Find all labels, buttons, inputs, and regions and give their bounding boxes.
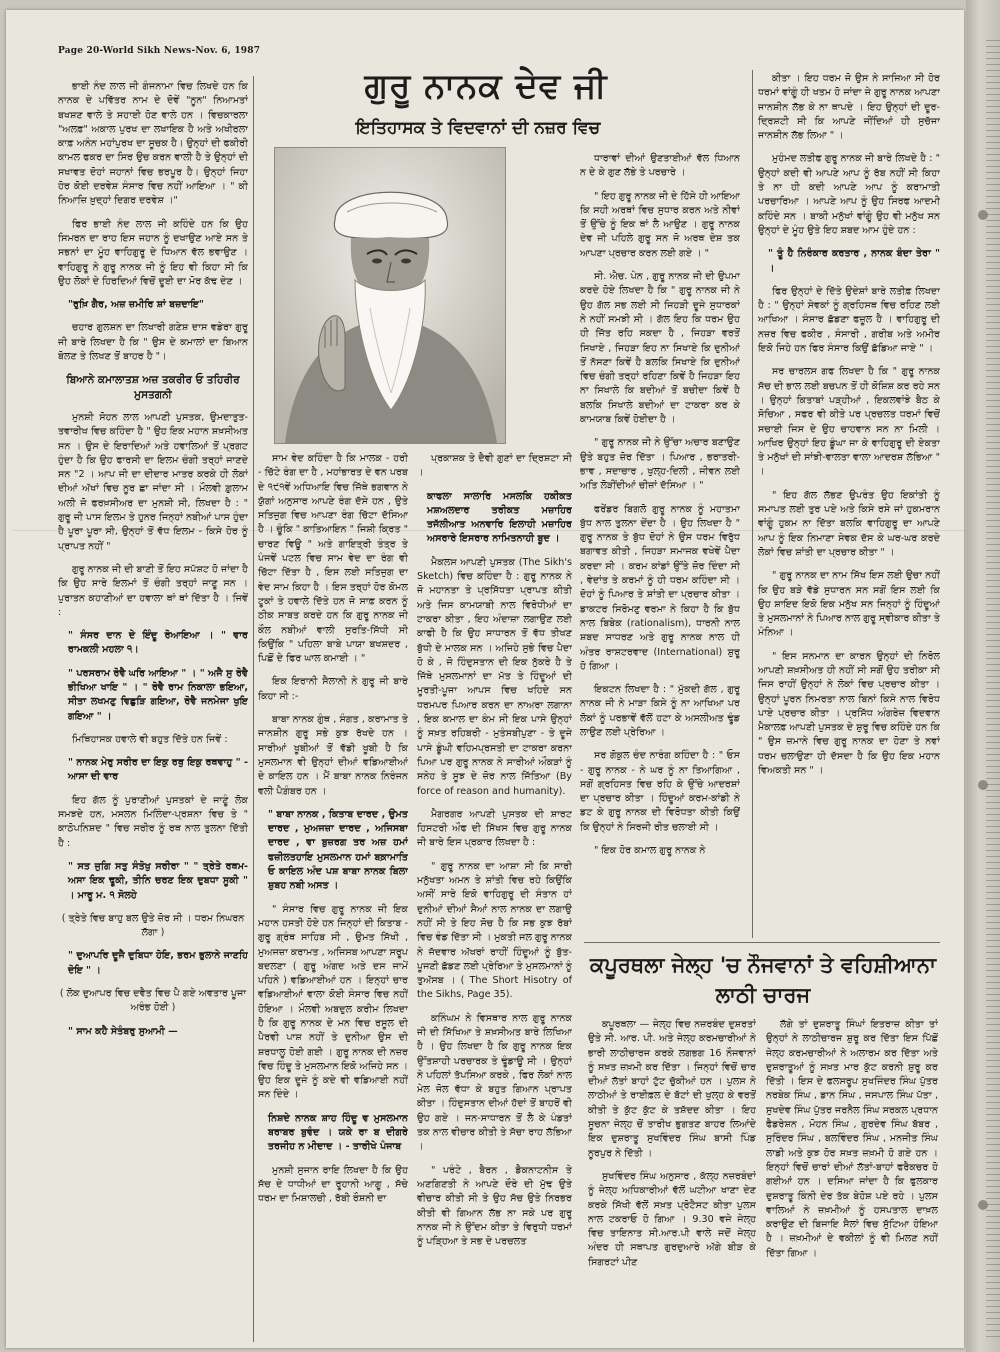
paragraph: ਚਹਾਰ ਗੁਲਸ਼ਨ ਦਾ ਲਿਖਾਰੀ ਗਣੇਸ਼ ਦਾਸ ਵਡੇਰਾ ਗੁਰੂ ਜੀ ਬਾਰੇ ਲਿਖਦਾ ਹੈ ਕਿ " ਉਸ ਦੇ ਕਮਾਲਾਂ ਦਾ ਬਿਆਨ ਬੋਲਣ ਤੇ ਲਿਖਣ ਤੋਂ ਬਾਹਰ ਹੈ "।	[58, 322, 248, 363]
section-rule	[584, 942, 940, 943]
news-column-1	[588, 1018, 756, 1343]
paragraph: " ਇਹ ਗੁਰੂ ਨਾਨਕ ਜੀ ਦੇ ਹਿੱਸੇ ਹੀ ਆਇਆ ਕਿ ਸਹੀ ਅਰਥਾਂ ਵਿਚ ਸੁਧਾਰ ਕਰਨ ਅਤੇ ਨੀਵਾਂ ਤੋਂ ਉੱਚੇ ਨੂੰ ਇਕ ਥਾਂ ਲੈ ਆਉਣ । ਗੁਰੂ ਨਾਨਕ ਦੇਵ ਜੀ ਪਹਿਲੇ ਗੁਰੂ ਸਨ ਜੋ ਅਰਥ ਦੇਸ਼ ਤਕ ਆਪਣਾ ਪ੍ਰਚਾਰ ਕਰਨ ਲਈ ਗਏ । "	[580, 190, 740, 259]
paragraph: ਸਰ ਚਾਰਲਸ ਗਫ ਲਿਖਦਾ ਹੈ ਕਿ " ਗੁਰੂ ਨਾਨਕ ਸੱਚ ਦੀ ਭਾਲ ਲਈ ਬਚਪਨ ਤੋਂ ਹੀ ਕੋਸ਼ਿਸ਼ ਕਰ ਰਹੇ ਸਨ । ਉਨ੍ਹਾਂ ਕਿਤਾਬਾਂ ਪੜ੍ਹੀਆਂ , ਇਕਲਵਾਂਝੇ ਬੈਠ ਕੇ ਸੋਚਿਆ , ਸਫਰ ਵੀ ਕੀਤੇ ਪਰ ਪ੍ਰਚਲਤ ਧਰਮਾਂ ਵਿਚੋਂ ਸਚਾਈ ਜਿਸ ਦੇ ਉਹ ਚਾਹਵਾਨ ਸਨ ਨਾ ਮਿਲੀ । ਆਖਿਰ ਉਨ੍ਹਾਂ ਇਹ ਡੂੰਘਾ ਜਾ ਕੇ ਵਾਹਿਗੁਰੂ ਦੀ ਏਕਤਾ ਤੇ ਮਨੁੱਖਾਂ ਦੀ ਸਾਂਝੀ-ਵਾਲਤਾ ਵਾਲਾ ਆਦਰਸ਼ ਲੱਭਿਆ " ।	[758, 366, 940, 478]
column-rule	[752, 70, 753, 938]
quotation: " ਬਾਬਾ ਨਾਨਕ , ਕਿਤਾਬ ਦਾਰਦ , ਉਮਤ ਦਾਰਦ , ਮੁਅਜਜ਼ਾ ਦਾਰਦ , ਅਜਿਸਬਾ ਦਾਰਦ , ਵਾ ਬੁਜ਼ਰਗ ਤਰ ਅਜ਼ ਹਮਾਂ ਫਜ਼ੀਲਤਹਾਇ ਮੁਸਲਮਾਨ ਹਮਾਂ ਬਕ਼ਾਮਾਤਿ ਓ ਕਾਇਲ ਅੰਦ ਪਸ਼ ਬਾਬਾ ਨਾਨਕ ਬਿਲਾ ਸ਼ੁਬਹ ਨਬੀ ਅਸਤ ।	[268, 808, 408, 892]
paragraph: ਕਨਿੰਘਮ ਨੇ ਵਿਸਥਾਰ ਨਾਲ ਗੁਰੂ ਨਾਨਕ ਜੀ ਦੀ ਸਿੱਖਿਆ ਤੇ ਸ਼ਖ਼ਸੀਅਤ ਬਾਰੇ ਲਿਖਿਆ ਹੈ । ਉਹ ਲਿਖਦਾ ਹੈ ਕਿ ਗੁਰੂ ਨਾਨਕ ਇਕ ਉੱਤਸ਼ਾਹੀ ਪਰਚਾਰਕ ਤੇ ਢੂੰਡਾਊ ਸੀ । ਉਨ੍ਹਾਂ ਨੇ ਪਹਿਲਾਂ ਤੱਪਸਿਆ ਕਰਕੇ , ਫਿਰ ਲੋਕਾਂ ਨਾਲ ਮੇਲ ਜੋਲ ਵੱਧਾ ਕੇ ਬਹੁਤ ਗਿਆਨ ਪ੍ਰਾਪਤ ਕੀਤਾ । ਹਿੰਦੁਸਤਾਨ ਦੀਆਂ ਹੱਦਾਂ ਤੋਂ ਬਾਹਰੋਂ ਵੀ ਉਹ ਗਏ । ਜਨ-ਸਾਧਾਰਨ ਤੋਂ ਲੈ ਕੇ ਪੰਡਤਾਂ ਤਕ ਨਾਲ ਵੀਚਾਰ ਕੀਤੀ ਤੇ ਸੱਚਾ ਰਾਹ ਲੱਭਿਆ ।	[417, 1012, 572, 1153]
paragraph: ਇਕ ਇਰਾਨੀ ਸੈਲਾਨੀ ਨੇ ਗੁਰੂ ਜੀ ਬਾਰੇ ਕਿਹਾ ਸੀ :-	[258, 676, 408, 702]
paragraph: ਮੈਗਰਗਰ ਆਪਣੀ ਪੁਸਤਕ ਦੀ ਸ਼ਾਰਟ ਹਿਸਟਰੀ ਔਫ ਦੀ ਸਿੱਖਸ ਵਿਚ ਗੁਰੂ ਨਾਨਕ ਜੀ ਬਾਰੇ ਇਸ ਪ੍ਰਕਾਰ ਲਿਖਦਾ ਹੈ :	[417, 808, 572, 849]
article-column-3	[417, 452, 572, 1342]
paragraph: " ਗੁਰੂ ਨਾਨਕ ਦਾ ਆਸ਼ਾ ਸੀ ਕਿ ਸਾਰੀ ਮਨੁੱਖਤਾ ਅਮਨ ਤੇ ਸ਼ਾਂਤੀ ਵਿਚ ਰਹੇ ਕਿਉਂਕਿ ਅਸੀਂ ਸਾਰੇ ਇਕੋ ਵਾਹਿਗੁਰੂ ਦੀ ਸੰਤਾਨ ਹਾਂ ਦੁਨੀਆਂ ਦੀਆਂ ਸੈਆਂ ਨਾਲ ਨਾਨਕ ਦਾ ਲਗਾਉ ਨਹੀਂ ਸੀ ਤੇ ਇਹ ਸੋਚ ਹੈ ਕਿ ਸਭ ਕੁਝ ਰੱਬਾਂ ਵਿਚ ਵੰਡ ਦਿੱਤਾ ਸੀ । ਮੁਕਤੀ ਜਲ ਗੁਰੂ ਨਾਨਕ ਨੇ ਜੱਦਵਾਰ ਅੱਖਰਾਂ ਰਾਹੀਂ ਹਿੰਦੂਆਂ ਨੂੰ ਬੁੱਤ-ਪੂਜਣੀ ਛੱਡਣ ਲਈ ਪ੍ਰੇਰਿਆ ਤੇ ਮੁਸਲਮਾਨਾਂ ਨੂੰ ਤੁਅੱਸਬ । ( The Short Hisotry of the Sikhs, Page 35).	[417, 860, 572, 1001]
quotation: " ਦੁਆਪਰਿ ਦੂਜੈ ਦੁਬਿਧਾ ਹੋਇ, ਭਰਮ ਭੁਲਾਨੇ ਜਾਣਹਿ ਦੋਇ " ।	[68, 950, 248, 976]
guru-nanak-portrait	[274, 147, 506, 444]
paragraph: ( ਤ੍ਰੇਤੇ ਵਿਚ ਬਾਹੁ ਬਲ ਉਤੇ ਜ਼ੋਰ ਸੀ । ਧਰਮ ਨਿਘਰਨ ਲੱਗਾ )	[61, 912, 245, 939]
paragraph: ਇਕਟਨ ਲਿਖਦਾ ਹੈ : " ਮੁੱਕਦੀ ਗੱਲ , ਗੁਰੂ ਨਾਨਕ ਜੀ ਨੇ ਮਾੜਾ ਕਿਸੇ ਨੂੰ ਨਾ ਆਖਿਆ ਪਰ ਲੋਕਾਂ ਨੂੰ ਪਰਭਾਵੇਂ ਵੱਲੋਂ ਹਟਾ ਕੇ ਅਸਲੀਅਤ ਢੂੰਡ ਲਾਉਣ ਲਈ ਪ੍ਰੇਰਿਆ ।	[580, 684, 740, 738]
paragraph: ( ਲੋਕ ਦੁਆਪਰ ਵਿਚ ਦਵੈਤ ਵਿਚ ਪੈ ਗਏ ਅਵਤਾਰ ਪੂਜਾ ਅਰੰਭ ਹੋਈ )	[59, 988, 247, 1014]
second-headline: ਕਪੂਰਥਲਾ ਜੇਲ੍ਹ 'ਚ ਨੌਜਵਾਨਾਂ ਤੇ ਵਹਿਸ਼ੀਆਨਾ ਲਾਠੀ ਚਾਰਜ	[590, 953, 936, 1007]
paragraph: " ਪਰੰਟੇ , ਬੈਰਨ , ਡੈਕਨਾਟਨੀਸ ਤੇ ਅਣਗਿਣਤੀ ਨੇ ਆਪਣੇ ਦੌਰੇ ਦੀ ਮੁੱਢ ਉਤੇ ਵੀਚਾਰ ਕੀਤੀ ਸੀ ਤੇ ਉਹ ਸੱਚ ਉਤੇ ਨਿਰਭਰ ਕੀਤੀ ਵੀ ਗਿਆਨ ਲੱਭ ਨਾ ਸਕੇ ਪਰ ਗੁਰੂ ਨਾਨਕ ਜੀ ਨੇ ਉੱਦਮ ਕੀਤਾ ਤੇ ਵਿਰੁਧੀ ਧਰਮਾਂ ਨੂੰ ਪੜ੍ਹਿਆ ਤੇ ਸਭ ਦੇ ਪਰਚਲਤ	[417, 1164, 572, 1248]
paragraph: " ਇਸ ਸਨਮਾਨ ਦਾ ਕਾਰਨ ਉਨ੍ਹਾਂ ਦੀ ਨਿਰੋਲ ਆਪਣੀ ਸ਼ਖ਼ਸੀਅਤ ਹੀ ਨਹੀਂ ਸੀ ਸਗੋਂ ਉਹ ਤਰੀਕਾ ਸੀ ਜਿਸ ਰਾਹੀਂ ਉਨ੍ਹਾਂ ਨੇ ਲੋਕਾਂ ਵਿਚ ਪ੍ਰਚਾਰ ਕੀਤਾ । ਉਨ੍ਹਾਂ ਪੂਰਨ ਨਿਮਰਤਾ ਨਾਲ ਬਿਨਾਂ ਕਿਸੇ ਨਾਲ ਵਿਰੋਧ ਪਾਏ ਪ੍ਰਚਾਰ ਕੀਤਾ । ਪ੍ਰਸਿੱਧ ਅੰਗਰੇਜ਼ ਵਿਦਵਾਨ ਮੈਕਾਲਫ਼ ਆਪਣੀ ਪੁਸਤਕ ਦੇ ਸ਼ੁਰੂ ਵਿਚ ਕਹਿੰਦੇ ਹਨ ਕਿ " ਉਸ ਜ਼ਮਾਨੇ ਵਿਚ ਗੁਰੂ ਨਾਨਕ ਦਾ ਹੋਣਾ ਤੇ ਨਵਾਂ ਧਰਮ ਚਲਾਉਣਾ ਹੀ ਦੱਸਦਾ ਹੈ ਕਿ ਉਹ ਇਕ ਮਹਾਨ ਵਿਅਕਤੀ ਸਨ " ।	[758, 650, 940, 777]
paragraph: ਸਰ ਗੋਕੁਲ ਚੰਦ ਨਾਰੰਗ ਕਹਿੰਦਾ ਹੈ : " ਓਸ - ਗੁਰੂ ਨਾਨਕ - ਨੇ ਘਰ ਨੂੰ ਨਾ ਤਿਆਗਿਆ , ਸਗੋਂ ਗ੍ਰਹਿਸਤ ਵਿਚ ਰਹਿ ਕੇ ਉੱਚੇ ਆਦਰਸ਼ਾਂ ਦਾ ਪ੍ਰਚਾਰ ਕੀਤਾ । ਹਿੰਦੂਆਂ ਕਰਮ-ਕਾਂਡੀ ਨੇ ਡਟ ਕੇ ਗੁਰੂ ਨਾਨਕ ਦੀ ਵਿਰੋਧਤਾ ਕੀਤੀ ਕਿਉਂ ਕਿ ਉਨ੍ਹਾਂ ਨੇ ਸਿਰਜੀ ਰੀਤ ਚਲਾਈ ਸੀ ।	[580, 750, 740, 833]
paragraph: ਮੈਕਲਸ ਆਪਣੀ ਪੁਸਤਕ (The Sikh's Sketch) ਵਿਚ ਕਹਿੰਦਾ ਹੈ : ਗੁਰੂ ਨਾਨਕ ਨੇ ਜੋ ਮਹਾਨਤਾ ਤੇ ਪ੍ਰਸਿੱਧਤਾ ਪ੍ਰਾਪਤ ਕੀਤੀ ਅਤੇ ਜਿਸ ਕਾਮਯਾਬੀ ਨਾਲ ਵਿਰੋਧੀਆਂ ਦਾ ਟਾਕਰਾ ਕੀਤਾ , ਇਹ ਅੰਦਾਜ਼ਾ ਲਗਾਉਣ ਲਈ ਕਾਫੀ ਹੈ ਕਿ ਉਹ ਸਾਧਾਰਨ ਤੋਂ ਵੱਧ ਤੀਖਣ ਬੁੱਧੀ ਦੇ ਮਾਲਕ ਸਨ । ਅਜਿਹੇ ਸੁਭੇ ਵਿਚ ਪੈਦਾ ਹੋ ਕੇ , ਜੋ ਹਿੰਦੁਸਤਾਨ ਦੀ ਇਕ ਨੁੱਕਰੇ ਹੈ ਤੇ ਜਿੱਥੇ ਮੁਸਲਮਾਨਾਂ ਦਾ ਮੱਤ ਤੇ ਹਿੰਦੂਆਂ ਦੀ ਮੂਰਤੀ-ਪੂਜਾ ਆਪਸ ਵਿਚ ਖਹਿਦੇ ਸਨ ਧਰਮਪਰ ਪਿਆਰ ਕਰਨ ਦਾ ਨਾਅਰਾ ਲਗਾਨਾ , ਇਕ ਕਮਾਲ ਦਾ ਕੰਮ ਸੀ ਇਕ ਪਾਸੇ ਉਨ੍ਹਾਂ ਨੂੰ ਸਖ਼ਤ ਰਹਿਬਰੀ - ਮੁਤੰਸਬੀਪੁਣਾ - ਤੇ ਦੂਜੇ ਪਾਸੇ ਡੂੰਘੀ ਵਹਿਮਪ੍ਰਸਤੀ ਦਾ ਟਾਕਰਾ ਕਰਨਾ ਪਿਆ ਪਰ ਗੁਰੂ ਨਾਨਕ ਨੇ ਸਾਰੀਆਂ ਔਕੜਾਂ ਨੂੰ ਸਨੇਹ ਤੇ ਸੂਝ ਦੇ ਜ਼ੋਰ ਨਾਲ ਜਿੱਤਿਆ (By force of reason and humanity).	[417, 556, 572, 797]
quotation: "ਰੁਖ਼ਿ ਗੈਰ, ਅਜ਼ ਜ਼ਮੀਰਿ ਸ਼ਾਂ ਬਜ਼ਦਾਇ"	[68, 299, 204, 311]
paragraph: ਇਹ ਗੱਲ ਨੂੰ ਪੁਰਾਣੀਆਂ ਪੁਸਤਕਾਂ ਦੇ ਜਾਣੂੰ ਲੋਕ ਸਮਝਦੇ ਹਨ, ਮਸਲਨ ਮਿਲਿੰਦਾ-ਪ੍ਰਸ਼ਨਾ ਵਿਚ ਤੇ " ਕਾਠੋਪਨਿਸ਼ਦ " ਵਿਚ ਸਰੀਰ ਨੂੰ ਰਥ ਨਾਲ ਤੁਲਨਾ ਦਿੱਤੀ ਹੈ :	[58, 794, 248, 849]
inline-heading: ਬਿਆਨੇ ਕਮਾਲਾਤਸ਼ ਅਜ਼ ਤਕਰੀਰ ਓ ਤਹਿਰੀਰ ਮੁਸਤਗਨੀ	[66, 374, 240, 401]
quotation: " ਸਾਮ ਕਹੈ ਸੇਤੰਬਰੁ ਸੁਆਮੀ —	[68, 1025, 178, 1037]
paragraph: ਬਾਬਾ ਨਾਨਕ ਗੁੰਥ , ਸੰਗਤ , ਕਰਾਮਾਤ ਤੇ ਜਾਨਸ਼ੀਨ ਗੁਰੂ ਸਭੇ ਕੁਝ ਰੱਖਦੇ ਹਨ । ਸਾਰੀਆਂ ਖੂਬੀਆਂ ਤੋਂ ਵੱਡੀ ਖੂਬੀ ਹੈ ਕਿ ਮੁਸਲਮਾਨ ਵੀ ਉਨ੍ਹਾਂ ਦੀਆਂ ਵਡਿਆਈਆਂ ਦੇ ਕਾਇਲ ਹਨ । ਮੈਂ ਬਾਬਾ ਨਾਨਕ ਨਿਰੰਜਨ ਵਲੀ ਪੈਗ਼ੰਬਰ ਹਨ ।	[258, 714, 408, 797]
article-column-1	[58, 80, 248, 1342]
paragraph: ਮਿਥਿਹਾਸਕ ਹਵਾਲੇ ਵੀ ਬਹੁਤ ਦਿੱਤੇ ਹਨ ਜਿਵੇਂ :	[72, 733, 228, 745]
paragraph: ਭਾਈ ਨੰਦ ਲਾਲ ਜੀ ਗੰਜਨਾਮਾ ਵਿਚ ਲਿਖਦੇ ਹਨ ਕਿ ਨਾਨਕ ਦੇ ਪਵਿੱਤਰ ਨਾਮ ਦੇ ਦੋਵੇਂ "ਨੂਨ" ਨਿਆਮਤਾਂ ਬਖਸ਼ਣ ਵਾਲੇ ਤੇ ਸਹਾਈ ਹੋਣ ਵਾਲੇ ਹਨ । ਵਿਚਕਾਰਲਾ "ਅਲਫ਼" ਅਕਾਲ ਪੁਰਖ ਦਾ ਲਖਾਇਕ ਹੈ ਅਤੇ ਅਖੀਰਲਾ ਕਾਫ਼ ਅਨੰਨ ਮਹਾਂਪੁਰਖ ਦਾ ਸੂਚਕ ਹੈ। ਉਨ੍ਹਾਂ ਦੀ ਫਕੀਰੀ ਕਾਮਲ ਫਕਰ ਦਾ ਸਿਰ ਉਚ ਕਰਨ ਵਾਲੀ ਹੈ ਤੇ ਉਨ੍ਹਾਂ ਦੀ ਸਖਾਵਤ ਦੋਹਾਂ ਜਹਾਨਾਂ ਵਿਚ ਭਰਪੂਰ ਹੈ। ਉਨ੍ਹਾਂ ਜਿਹਾ ਹੋਰ ਕੋਈ ਦਰਵੇਸ਼ ਸੰਸਾਰ ਵਿਚ ਨਹੀਂ ਆਇਆ । " ਕੀ ਨਿਆਜ਼ਿ ਖ਼ੁਦ੍ਹਾਂ ਦਿਗਰ ਦਰਵੇਸ਼ ।"	[58, 81, 248, 207]
paragraph: ਮੁਹੰਮਦ ਲਤੀਫ ਗੁਰੂ ਨਾਨਕ ਜੀ ਬਾਰੇ ਲਿਖਦੇ ਹੈ : " ਉਨ੍ਹਾਂ ਕਦੀ ਵੀ ਆਪਣੇ ਆਪ ਨੂੰ ਰੱਬ ਨਹੀਂ ਸੀ ਕਿਹਾ ਤੇ ਨਾ ਹੀ ਕਦੀ ਆਪਣੇ ਆਪ ਨੂੰ ਕਰਾਮਾਤੀ ਪਰਚਾਰਿਆ । ਆਪਣੇ ਆਪ ਨੂੰ ਉਹ ਸਿਰਫ ਆਦਮੀ ਕਹਿੰਦੇ ਸਨ । ਬਾਕੀ ਮਨੁੱਖਾਂ ਵਾਂਗੂੰ ਉਹ ਵੀ ਮਨੁੱਖ ਸਨ ਉਨ੍ਹਾਂ ਦੇ ਮੂੰਹ ਉਤੇ ਇਹ ਸ਼ਬਦ ਆਮ ਹੁੰਦੇ ਹਨ :	[758, 153, 940, 236]
paragraph: " ਇਹ ਗੱਲ ਲੱਭਣ ਉਪਰੰਤ ਉਹ ਇਕਾਂਤੀ ਨੂੰ ਸਮਾਪਤ ਲਈ ਤੁਰ ਪਏ ਅਤੇ ਕਿਸੇ ਰਸੇ ਜਾਂ ਹੁਕਮਰਾਨ ਵਾਂਗੂੰ ਹੁਕਮ ਨਾ ਦਿੱਤਾ ਬਲਕਿ ਵਾਹਿਗੁਰੂ ਦਾ ਆਪਣੇ ਆਪ ਨੂੰ ਇਕ ਨਿਮਾਣਾ ਸੇਵਕ ਦੱਸ ਕੇ ਘਰ-ਘਰ ਕਰਦੇ ਲੋਕਾਂ ਵਿਚ ਸ਼ਾਂਤੀ ਦਾ ਪ੍ਰਚਾਰ ਕੀਤਾ " ।	[758, 489, 940, 558]
quotation: " ਨਾਨਕ ਮੇਰੁ ਸਰੀਰ ਦਾ ਇਕੁ ਰਥੁ ਇਕੁ ਰਥਵਾਹੁ " - ਆਸਾ ਦੀ ਵਾਰ	[68, 757, 248, 783]
newspaper-page	[6, 10, 964, 1348]
paragraph: ਸੀ. ਐਚ. ਪੇਨ , ਗੁਰੂ ਨਾਨਕ ਜੀ ਦੀ ਉਪਮਾ ਕਰਦੇ ਹੋਏ ਲਿਖਦਾ ਹੈ ਕਿ " ਗੁਰੂ ਨਾਨਕ ਜੀ ਨੇ ਉਹ ਗੱਲ ਸਭ ਲਈ ਸੀ ਜਿਹੜੀ ਦੂਜੇ ਸੁਧਾਰਕਾਂ ਨੇ ਨਹੀਂ ਸਮਝੀ ਸੀ । ਗੱਲ ਇਹ ਕਿ ਧਰਮ ਉਹ ਹੀ ਜਿੱਤ ਰਹਿ ਸਕਦਾ ਹੈ , ਜਿਹੜਾ ਵਰਤੋਂ ਸਿਖਾਏ , ਜਿਹੜਾ ਇਹ ਨਾ ਸਿਖਾਏ ਕਿ ਦੁਨੀਆਂ ਤੋਂ ਨੱਸਣਾ ਕਿਵੇਂ ਹੈ ਬਲਕਿ ਸਿਖਾਏ ਕਿ ਦੁਨੀਆਂ ਵਿਚ ਚੰਗੀ ਤਰ੍ਹਾਂ ਰਹਿਣਾ ਕਿਵੇਂ ਹੈ ਜਿਹੜਾ ਇਹ ਨਾ ਸਿਖਾਲੇ ਕਿ ਬਦੀਆਂ ਤੋਂ ਬਚੀਦਾ ਕਿਵੇਂ ਹੈ ਬਲਕਿ ਸਿਖਾਲੇ ਬਦੀਆਂ ਦਾ ਟਾਕਰਾ ਕਰ ਕੇ ਕਾਮਯਾਬ ਕਿਵੇਂ ਹੋਈਦਾ ਹੈ ।	[580, 271, 740, 426]
paragraph: ਗੁਰੂ ਨਾਨਕ ਜੀ ਦੀ ਬਾਣੀ ਤੋਂ ਇਹ ਸਪੱਸ਼ਟ ਹੋ ਜਾਂਦਾ ਹੈ ਕਿ ਉਹ ਸਾਰੇ ਇਲਮਾਂ ਤੋਂ ਚੰਗੀ ਤਰ੍ਹਾਂ ਜਾਣੂ ਸਨ । ਪੁਰਾਤਨ ਕਹਾਣੀਆਂ ਦਾ ਹਵਾਲਾ ਥਾਂ ਥਾਂ ਦਿੱਤਾ ਹੈ । ਜਿਵੇਂ :	[58, 563, 248, 618]
portrait-illustration	[275, 148, 505, 443]
paragraph: " ਗੁਰੂ ਨਾਨਕ ਜੀ ਨੇ ਉੱਚਾ ਅਚਾਰ ਬਣਾਉਣ ਉਤੇ ਬਹੁਤ ਜ਼ੋਰ ਦਿੱਤਾ । ਪਿਆਰ , ਭਰਾਤਰੀ-ਭਾਵ , ਸਦਾਚਾਰ , ਖੁਲ੍ਹ-ਦਿਲੀ , ਜੀਵਨ ਲਈ ਅਤਿ ਲੋੜੀਂਦੀਆਂ ਚੀਜ਼ਾਂ ਦੱਸਿਆ । "	[580, 437, 740, 492]
paragraph: " ਸੰਸਾਰ ਵਿਚ ਗੁਰੂ ਨਾਨਕ ਜੀ ਇਕ ਮਹਾਨ ਹਸਤੀ ਹੋਏ ਹਨ ਜਿਨ੍ਹਾਂ ਦੀ ਕਿਤਾਬ - ਗੁਰੂ ਗ੍ਰੰਥ ਸਾਹਿਬ ਸੀ , ਉਮਤ ਸਿੱਖੀ , ਮੁਅਜਜ਼ਾ ਕਰਾਮਤ , ਅਜਿਸਬ ਆਪਣਾ ਸਰੂਪ ਬਦਲਣਾ ( ਗੁਰੂ ਅੰਗਦ ਅਤੇ ਦਸ ਜਾਮੇਂ ਪਹਿਨੇ ) ਵਡਿਆਈਆਂ ਹਨ । ਇਨ੍ਹਾਂ ਚਾਰ ਵਡਿਆਈਆਂ ਵਾਲਾ ਕੋਈ ਸੰਸਾਰ ਵਿਚ ਨਹੀਂ ਹੋਇਆ । ਮੌਲਵੀ ਅਬਦੁਲ ਕਰੀਮ ਲਿਖਦਾ ਹੈ ਕਿ ਗੁਰੂ ਨਾਨਕ ਦੇ ਮਨ ਵਿਚ ਰਸੂਲ ਦੀ ਪੈਰਵੀ ਪਾਸ਼ ਨਹੀਂ ਤੇ ਦੁਨੀਆ ਉਸ ਦੀ ਸ਼ਰਧਾਲੂ ਹੋਈ ਗਈ । ਗੁਰੂ ਨਾਨਕ ਦੀ ਨਜ਼ਰ ਵਿਚ ਹਿੰਦੂ ਤੇ ਮੁਸਲਮਾਨ ਇਕੋ ਅਜਿਹੇ ਸਨ । ਉਹ ਇਕ ਦੂਜੇ ਨੂੰ ਕਦੇ ਵੀ ਵਡਿਆਈ ਨਹੀਂ ਸਨ ਦਿੰਦੇ ।	[258, 903, 408, 1101]
quotation: ਨਿਸ਼ਦੇ ਨਾਨਕ ਸ਼ਾਹ ਹਿੰਦੂ ਵ ਮੁਸਲਮਾਨ ਬਰਾਬਰ ਬੁਵੰਦ । ਯਕੇ ਰਾ ਬ ਦੀਗਰੇ ਤਰਜੀਹ ਨ ਮੀਦਾਦ । - ਤਾਰੀਖੇ ਪੰਜਾਬ	[268, 1112, 408, 1153]
column-rule	[253, 76, 254, 1342]
paragraph: ਫਿਰ ਉਨ੍ਹਾਂ ਦੇ ਦਿੱਤੇ ਉਦੇਸ਼ਾਂ ਬਾਰੇ ਲਤੀਫ਼ ਲਿਖਦਾ ਹੈ : " ਉਨ੍ਹਾਂ ਸੇਵਕਾਂ ਨੂੰ ਗ੍ਰਹਿਸਥ ਵਿਚ ਰਹਿਣ ਲਈ ਆਖਿਆ । ਸੰਸਾਰ ਛੱਡਣਾ ਫਜ਼ੂਲ ਹੈ । ਵਾਹਿਗੁਰੂ ਦੀ ਨਜ਼ਰ ਵਿਚ ਫਕੀਰ , ਸੰਸਾਰੀ , ਗਰੀਬ ਅਤੇ ਅਮੀਰ ਇਕੋ ਜਿਹੇ ਹਨ ਫਿਰ ਸੰਸਾਰ ਕਿਉਂ ਛੱਡਿਆ ਜਾਏ " ।	[758, 285, 940, 355]
paper-fold	[12, 530, 970, 531]
article-column-2	[258, 452, 408, 1342]
paragraph: " ਇਕ ਹੋਰ ਕਮਾਲ ਗੁਰੂ ਨਾਨਕ ਨੇ	[594, 845, 706, 857]
article-column-5	[758, 72, 940, 937]
quotation: " ਸਤ ਜੁਗਿ ਸਤੁ ਸੰਤੋਖੁ ਸਰੀਰਾ " " ਤ੍ਰੇਤੇ ਰਥਮ-ਅਸਾ ਇਕ ਢੂਕੀ, ਤੀਨਿ ਚਰਣ ਇਕ ਦੁਬਧਾ ਸੂਕੀ " । ਮਾਰੂ ਮ. ੧ ਸੋਲਹੇ	[68, 860, 248, 901]
quotation: " ਪਰਸਰਾਮ ਰੋਵੈ ਘਰਿ ਆਇਆ " । " ਅਜੈ ਸੁ ਰੋਵੈ ਭੀਖਿਆ ਖਾਇ " । " ਰੋਵੈ ਰਾਮ ਨਿਕਾਲਾ ਭਇਆ, ਸੀਤਾ ਲਖਮਣੁ ਵਿਛੁੜਿ ਗਇਆ, ਰੋਵੈ ਜਨਮੇਜਾ ਖੁਇ ਗਇਆ " ।	[68, 667, 248, 722]
quotation: " ਤੂੰ ਹੈ ਨਿਰੰਕਾਰ ਕਰਤਾਰ , ਨਾਨਕ ਬੰਦਾ ਤੇਰਾ " ।	[768, 248, 940, 274]
paragraph: " ਗੁਰੂ ਨਾਨਕ ਦਾ ਨਾਮ ਸਿੱਖ ਇਸ ਲਈ ਉਚਾ ਨਹੀਂ ਕਿ ਉਹ ਬੜੇ ਵੱਡੇ ਸੁਧਾਰਨ ਸਨ ਸਗੋਂ ਇਸ ਲਈ ਕਿ ਉਹ ਸ਼ਾਇਦ ਇਕੋ ਇਕ ਮਨੁੱਖ ਸਨ ਜਿਨ੍ਹਾਂ ਨੂੰ ਹਿੰਦੂਆਂ ਤੇ ਮੁਸਲਮਾਨਾਂ ਨੇ ਪਿਆਰ ਨਾਲ ਗੁਰੂ ਸ੍ਵੀਕਾਰ ਕੀਤਾ ਤੇ ਮੰਨਿਆ ।	[758, 570, 940, 639]
paragraph: ਕਪੂਰਥਲਾ — ਜੇਲ੍ਹ ਵਿਚ ਨਜ਼ਰਬੰਦ ਦੁਸ਼ਰਤਾਂ ਉਤੇ ਸੀ. ਆਰ. ਪੀ. ਅਤੇ ਜੇਲ੍ਹ ਕਰਮਚਾਰੀਆਂ ਨੇ ਭਾਰੀ ਲਾਠੀਚਾਰਜ ਕਰਕੇ ਲਗਭਗ 16 ਨੌਜਵਾਨਾਂ ਨੂੰ ਸਖ਼ਤ ਜ਼ਖ਼ਮੀ ਕਰ ਦਿੱਤਾ । ਜਿਨ੍ਹਾਂ ਵਿਚੋਂ ਚਾਰ ਦੀਆਂ ਲੱਤਾਂ ਬਾਹਾਂ ਟੁੱਟ ਚੁੱਕੀਆਂ ਹਨ । ਪੁਲਸ ਨੇ ਲਾਠੀਆਂ ਤੇ ਰਾਈਫ਼ਲ ਦੇ ਬੱਟਾਂ ਦੀ ਖੁਲ੍ਹ ਕੇ ਵਰਤੋਂ ਕੀਤੀ ਤੇ ਕੁੱਟ ਕੁੱਟ ਕੇ ਤਸ਼ੱਦਦ ਕੀਤਾ । ਇਹ ਸੂਚਨਾ ਜੇਲ੍ਹ ਚੋਂ ਤਾਰੀਖ ਭੁਗਤਣ ਬਾਹਰ ਲਿਆਂਦੇ ਇਕ ਦੁਸ਼ਰਾਤੂ ਸੁਖਵਿੰਦਰ ਸਿੰਘ ਬਾਸੀ ਪਿੰਡ ਨੂਰਪੁਰ ਨੇ ਦਿੱਤੀ ।	[588, 1019, 756, 1159]
page-folio: Page 20-World Sikh News-Nov. 6, 1987	[58, 46, 261, 56]
quotation: ਕਾਫਲਾ ਸਾਲਾਰਿ ਮਸਲਕਿ ਹਕੀਕਤ ਮਸ਼ਅਲਦਾਰ ਤਰੀਕਤ ਮਜ਼ਾਹਿਰ ਤਜੱਲੀਆਤ ਅਨਵਾਰਿ ਇਲਾਹੀ ਮਜ਼ਾਹਿਰ ਅਸਰਾਰੇ ਇਸਰਾਰ ਨਾਮਿਤਨਾਹੀ ਬੂਦ ।	[427, 490, 572, 545]
article-column-4	[580, 152, 740, 937]
paragraph: ਲੱਗੇ ਤਾਂ ਦੁਸ਼ਰਾਤੂ ਸਿੰਘਾਂ ਇਤਰਾਜ਼ ਕੀਤਾ ਤਾਂ ਉਨ੍ਹਾਂ ਨੇ ਲਾਠੀਚਾਰਜ ਸ਼ੁਰੂ ਕਰ ਦਿੱਤਾ ਇਸ ਪਿੱਛੋਂ ਜੇਲ੍ਹ ਕਰਮਚਾਰੀਆਂ ਨੇ ਅਲਾਰਮ ਕਰ ਦਿੱਤਾ ਅਤੇ ਦੁਸ਼ਰਾਤੂਆਂ ਨੂੰ ਸਖ਼ਤ ਮਾਰ ਕੁੱਟ ਕਰਨੀ ਸ਼ੁਰੂ ਕਰ ਦਿੱਤੀ । ਇਸ ਦੇ ਫਲਸਰੂਪ ਸੁਖਜਿੰਦਰ ਸਿੰਘ ਪੁੱਤਰ ਨਰਬੇਕ ਸਿੰਘ , ਡਾਨ ਸਿੰਘ , ਜਸਪਾਲ ਸਿੰਘ ਪੱਤਾ , ਸੁਖਦੇਵ ਸਿੰਘ ਪੁੱਤਰ ਜਰਨੈਲ ਸਿੰਘ ਸਰਕਲ ਪ੍ਰਧਾਨ ਫੈਡਰੇਸ਼ਨ , ਮੋਹਨ ਸਿੰਘ , ਗੁਰਦੇਵ ਸਿੰਘ ਬੱਬਰ , ਸੁਰਿੰਦਰ ਸਿੰਘ , ਬਲਵਿੰਦਰ ਸਿੰਘ , ਮਨਜੀਤ ਸਿੰਘ ਲਾਡੀ ਅਤੇ ਕੁਝ ਹੋਰ ਸਖ਼ਤ ਜ਼ਖ਼ਮੀ ਹੋ ਗਏ ਹਨ । ਇਨ੍ਹਾਂ ਵਿਚੋਂ ਚਾਰਾਂ ਦੀਆਂ ਲੱਤਾਂ-ਬਾਹਾਂ ਫਰੈਕਚਰ ਹੋ ਗਈਆਂ ਹਨ । ਦਸਿਆ ਜਾਂਦਾ ਹੈ ਕਿ ਫੁਲਕਾਰ ਦੁਸ਼ਰਾਤੂ ਕਿੰਨੀ ਦੇਰ ਤੱਕ ਬੇਹੋਸ਼ ਪਏ ਰਹੇ । ਪੁਲਸ ਵਾਲਿਆਂ ਨੇ ਜ਼ਖ਼ਮੀਆਂ ਨੂੰ ਹਸਪਤਾਲ ਦਾਖ਼ਲ ਕਰਾਉਣ ਦੀ ਬਿਜਾਇ ਸੈਲਾਂ ਵਿਚ ਸੁੱਟਿਆ ਹੋਇਆ ਹੈ । ਜ਼ਖ਼ਮੀਆਂ ਦੇ ਵਕੀਲਾਂ ਨੂੰ ਵੀ ਮਿਲਣ ਨਹੀਂ ਦਿੱਤਾ ਗਿਆ ।	[766, 1019, 938, 1259]
paragraph: ਪ੍ਰਕਾਸ਼ਕ ਤੇ ਦੈਵੀ ਗੁਣਾਂ ਦਾ ਦ੍ਰਿਸ਼ਟਾ ਸੀ ।	[417, 453, 572, 479]
headline: ਗੁਰੂ ਨਾਨਕ ਦੇਵ ਜੀ	[364, 66, 608, 106]
paragraph: ਮੁਨਸ਼ੀ ਸੁਜਾਨ ਰਾਇ ਲਿਖਦਾ ਹੈ ਕਿ ਉਹ ਸੱਚ ਦੇ ਧਾਧੀਆਂ ਦਾ ਰੂਹਾਨੀ ਆਗੂ , ਸੱਚੇ ਧਰਮ ਦਾ ਮਿਸ਼ਾਲਚੀ , ਰੱਬੀ ਰੌਸ਼ਨੀ ਦਾ	[258, 1164, 408, 1205]
news-column-2	[766, 1018, 938, 1343]
quotation: " ਸੰਸਰ ਦਾਨ ਦੇ ਇੰਦੂ ਰੋਆਇਆ । " ਵਾਰ ਰਾਮਕਲੀ ਮਹਲਾ ੧।	[68, 630, 248, 656]
paragraph: ਧਾਰਾਵਾਂ ਦੀਆਂ ਉਣਤਾਈਆਂ ਵੱਲ ਧਿਆਨ ਨ ਦੇ ਕੇ ਗੁਣ ਲੱਭੇ ਤੇ ਪਰਚਾਰੇ ।	[580, 153, 740, 179]
paragraph: ਫਿਰ ਭਾਈ ਨੰਦ ਲਾਲ ਜੀ ਕਹਿੰਦੇ ਹਨ ਕਿ ਉਹ ਸਿਮਰਨ ਦਾ ਰਾਹ ਇਸ ਜਹਾਨ ਨੂੰ ਦਖਾਉਣ ਆਏ ਸਨ ਤੇ ਸਭਨਾਂ ਦਾ ਮੂੰਹ ਵਾਹਿਗੁਰੂ ਦੇ ਧਿਆਨ ਵੱਲ ਭਵਾਉਣ । ਵਾਹਿਗੁਰੂ ਨੇ ਗੁਰੂ ਨਾਨਕ ਜੀ ਨੂੰ ਇਹ ਵੀ ਕਿਹਾ ਸੀ ਕਿ ਉਹ ਲੋਕਾਂ ਦੇ ਹਿਰਦਿਆਂ ਵਿਚੋਂ ਦੂਈ ਦਾ ਮੋਰ ਕੱਢ ਦੇਣ ।	[58, 218, 248, 287]
paragraph: ਫਰੇਂਡਰ ਬਿਗਲੋ ਗੁਰੂ ਨਾਨਕ ਨੂੰ ਮਹਾਤਮਾ ਬੁੱਧ ਨਾਲ ਤੁਲਨਾ ਦੇਂਦਾ ਹੈ । ਉਹ ਲਿਖਦਾ ਹੈ " ਗੁਰੂ ਨਾਨਕ ਤੇ ਬੁੱਧ ਦੋਹਾਂ ਨੇ ਉਸ ਧਰਮ ਵਿਰੁੱਧ ਬਗਾਵਤ ਕੀਤੀ , ਜਿਹੜਾ ਸਮਾਜਕ ਵਖੇਵੇਂ ਪੈਦਾ ਕਰਦਾ ਸੀ । ਕਰਮ ਕਾਂਡਾਂ ਉੱਤੇ ਜ਼ੋਰ ਦਿੰਦਾ ਸੀ , ਵੇਦਾਂਤ ਤੇ ਕਰਮਾਂ ਨੂੰ ਹੀ ਧਰਮ ਕਹਿੰਦਾ ਸੀ । ਦੋਹਾਂ ਨੂੰ ਪਿਆਰ ਤੇ ਸ਼ਾਂਤੀ ਦਾ ਪ੍ਰਚਾਰ ਕੀਤਾ । ਡਾਕਟਰ ਸਿਰੋਮਣੁ ਵਰਮਾ ਨੇ ਕਿਹਾ ਹੈ ਕਿ ਬੁੱਧ ਨਾਲ ਬਿਬੇਕ (rationalism), ਧਾਰਨੀ ਨਾਲ ਸ਼ਬਦ ਸਾਧਰਣ ਅਤੇ ਗੁਰੂ ਨਾਨਕ ਨਾਲ ਹੀ ਅੰਤਰ ਰਾਸ਼ਟਰਵਾਦ (International) ਸ਼ੁਰੂ ਹੋ ਗਿਆ ।	[580, 503, 740, 672]
paragraph: ਕੀਤਾ । ਇਹ ਧਰਮ ਜੋ ਉਸ ਨੇ ਸਾਜਿਆ ਸੀ ਹੋਰ ਧਰਮਾਂ ਵਾਂਗੂੰ ਹੀ ਖਤਮ ਹੋ ਜਾਂਦਾ ਜੇ ਗੁਰੂ ਨਾਨਕ ਆਪਣਾ ਜਾਨਸ਼ੀਨ ਲੱਭ ਕੇ ਨਾ ਥਾਪਦੇ । ਇਹ ਉਨ੍ਹਾਂ ਦੀ ਦੂਰ-ਦ੍ਰਿਸ਼ਟੀ ਸੀ ਕਿ ਆਪਣੇ ਜੀਂਦਿਆਂ ਹੀ ਸੁਚੱਜਾ ਜਾਨਸ਼ੀਨ ਲੱਭ ਲਿਆ " ।	[758, 73, 940, 142]
paragraph: ਸਾਮ ਵੇਦ ਕਹਿੰਦਾ ਹੈ ਕਿ ਮਾਲਕ - ਹਰੀ - ਚਿੱਟੇ ਰੰਗ ਦਾ ਹੈ , ਮਹਾਂਭਾਰਤ ਦੇ ਵਨ ਪਰਬ ਦੇ ੧੯੧ਵੇਂ ਅਧਿਆਇ ਵਿਚ ਜਿੱਥੇ ਭਗਵਾਨ ਨੇ ਯੁੱਗਾਂ ਅਨੁਸਾਰ ਆਪਣੇ ਰੰਗ ਦੱਸੇ ਹਨ , ਉਤੇ ਸਤਿਜੁਗ ਵਿਚ ਆਪਣਾ ਰੰਗ ਚਿੱਟਾ ਦੱਸਿਆ ਹੈ । ਚੂੰਕਿ " ਕਾਤਿਆਇਨ " ਜਿਸ਼ੀ ਕ੍ਰਿਤ " ਚਾਰਣ ਵਿਊ " ਅਤੇ ਗਾਇਤ੍ਰੀ ਤੰਤ੍ਰ ਤੇ ਪੰਜਵੇਂ ਪਟਲ ਵਿਚ ਸਾਮ ਵੇਦ ਦਾ ਰੰਗ ਵੀ ਚਿੱਟਾ ਦਿੱਤਾ ਹੈ , ਇਸ ਲਈ ਸਤਿਜੁਗ ਦਾ ਵੇਦ ਸਾਮ ਕਿਹਾ ਹੈ । ਇਸ ਤਰ੍ਹਾਂ ਹੋਰ ਕੋਮਲ ਟੂਕਾਂ ਤੇ ਹਵਾਲੇ ਦਿੱਤੇ ਹਨ ਜੋ ਸਾਫ਼ ਕਰਨ ਨੂੰ ਠੀਕ ਸਾਬਤ ਕਰਦੇ ਹਨ ਕਿ ਗੁਰੂ ਨਾਨਕ ਜੀ ਕੌਲ ਨਬੀਆਂ ਵਾਲੀ ਸੁਰਤਿ-ਸਿੱਧੀ ਸੀ ਕਿਉਂਕਿ " ਪਹਿਲਾ ਬਾਬੇ ਪਾਯਾ ਬਖਸ਼ਦਰ , ਪਿਛੋਂ ਦੇ ਫਿਰ ਘਾਲ ਕਮਾਈ । "	[258, 453, 408, 665]
paragraph: ਸੁਖਵਿੰਦਰ ਸਿੰਘ ਅਨੁਸਾਰ , ਕੱਲ੍ਹ ਨਜ਼ਰਬੰਦਾਂ ਨੂੰ ਜੇਲ੍ਹ ਅਧਿਕਾਰੀਆਂ ਵੱਲੋਂ ਘਟੀਆ ਖਾਣਾ ਦੇਣ ਕਰਕੇ ਸਿੱਖੀ ਵੱਲੋਂ ਸਖ਼ਤ ਪ੍ਰੋਟੈਸਟ ਕੀਤਾ ਪੁਲਸ ਨਾਲ ਟਕਰਾਓ ਹੋ ਗਿਆ । 9.30 ਵਜੇ ਜੇਲ੍ਹ ਵਿਚ ਤਾਇਨਾਤ ਸੀ.ਆਰ.ਪੀ ਵਾਲੇ ਜਦੋਂ ਜੇਲ੍ਹ ਅੰਦਰ ਹੀ ਸਥਾਪਤ ਗੁਰਦੁਆਰੇ ਅੱਗੇ ਬੀੜ ਕੇ ਸਿਗਰਟਾਂ ਪੀਣ	[588, 1170, 756, 1268]
binder-ruler-marks	[986, 40, 1000, 1340]
paragraph: ਮੁਨਸ਼ੀ ਸੋਹਨ ਲਾਲ ਆਪਣੀ ਪੁਸਤਕ, ਉਮਦਾਤੁਤ-ਤਵਾਰੀਖ ਵਿਚ ਕਹਿੰਦਾ ਹੈ " ਉਹ ਇਕ ਮਹਾਨ ਸ਼ਖ਼ਸੀਅਤ ਸਨ । ਉਸ ਦੇ ਇਰਾਦਿਆਂ ਅਤੇ ਹਵਾਲਿਆਂ ਤੋਂ ਪ੍ਰਗਟ ਹੁੰਦਾ ਹੈ ਕਿ ਉਹ ਫਾਰਸੀ ਦਾ ਇਲਮ ਚੰਗੀ ਤਰ੍ਹਾਂ ਜਾਣਦੇ ਸਨ "2 । ਆਪ ਜੀ ਦਾ ਦੀਦਾਰ ਮਾਤਰ ਕਰਕੇ ਹੀ ਲੋਕਾਂ ਦੀਆਂ ਅੱਖਾਂ ਵਿਚ ਨੂਰ ਛਾ ਜਾਂਦਾ ਸੀ । ਮੌਲਵੀ ਗ਼ੁਲਾਮ ਅਲੀ ਜੋ ਫਰਖ਼ਸੀਅਰ ਦਾ ਮੁਨਸ਼ੀ ਸੀ, ਲਿਖਦਾ ਹੈ : " ਗੁਰੂ ਜੀ ਪਾਸ ਇਲਮ ਤੇ ਹੁਨਰ ਜਿਨ੍ਹਾਂ ਨਬੀਆਂ ਪਾਸ ਹੁੰਦਾ ਹੈ ਪੂਰਾ ਪੂਰਾ ਸੀ, ਉਨ੍ਹਾਂ ਤੋਂ ਵੱਧ ਇਲਮ - ਕਿਸੇ ਹੋਰ ਨੂੰ ਪ੍ਰਾਪਤ ਨਹੀਂ "	[58, 411, 248, 552]
subheadline: ਇਤਿਹਾਸਕ ਤੇ ਵਿਦਵਾਨਾਂ ਦੀ ਨਜ਼ਰ ਵਿਚ	[355, 118, 601, 138]
